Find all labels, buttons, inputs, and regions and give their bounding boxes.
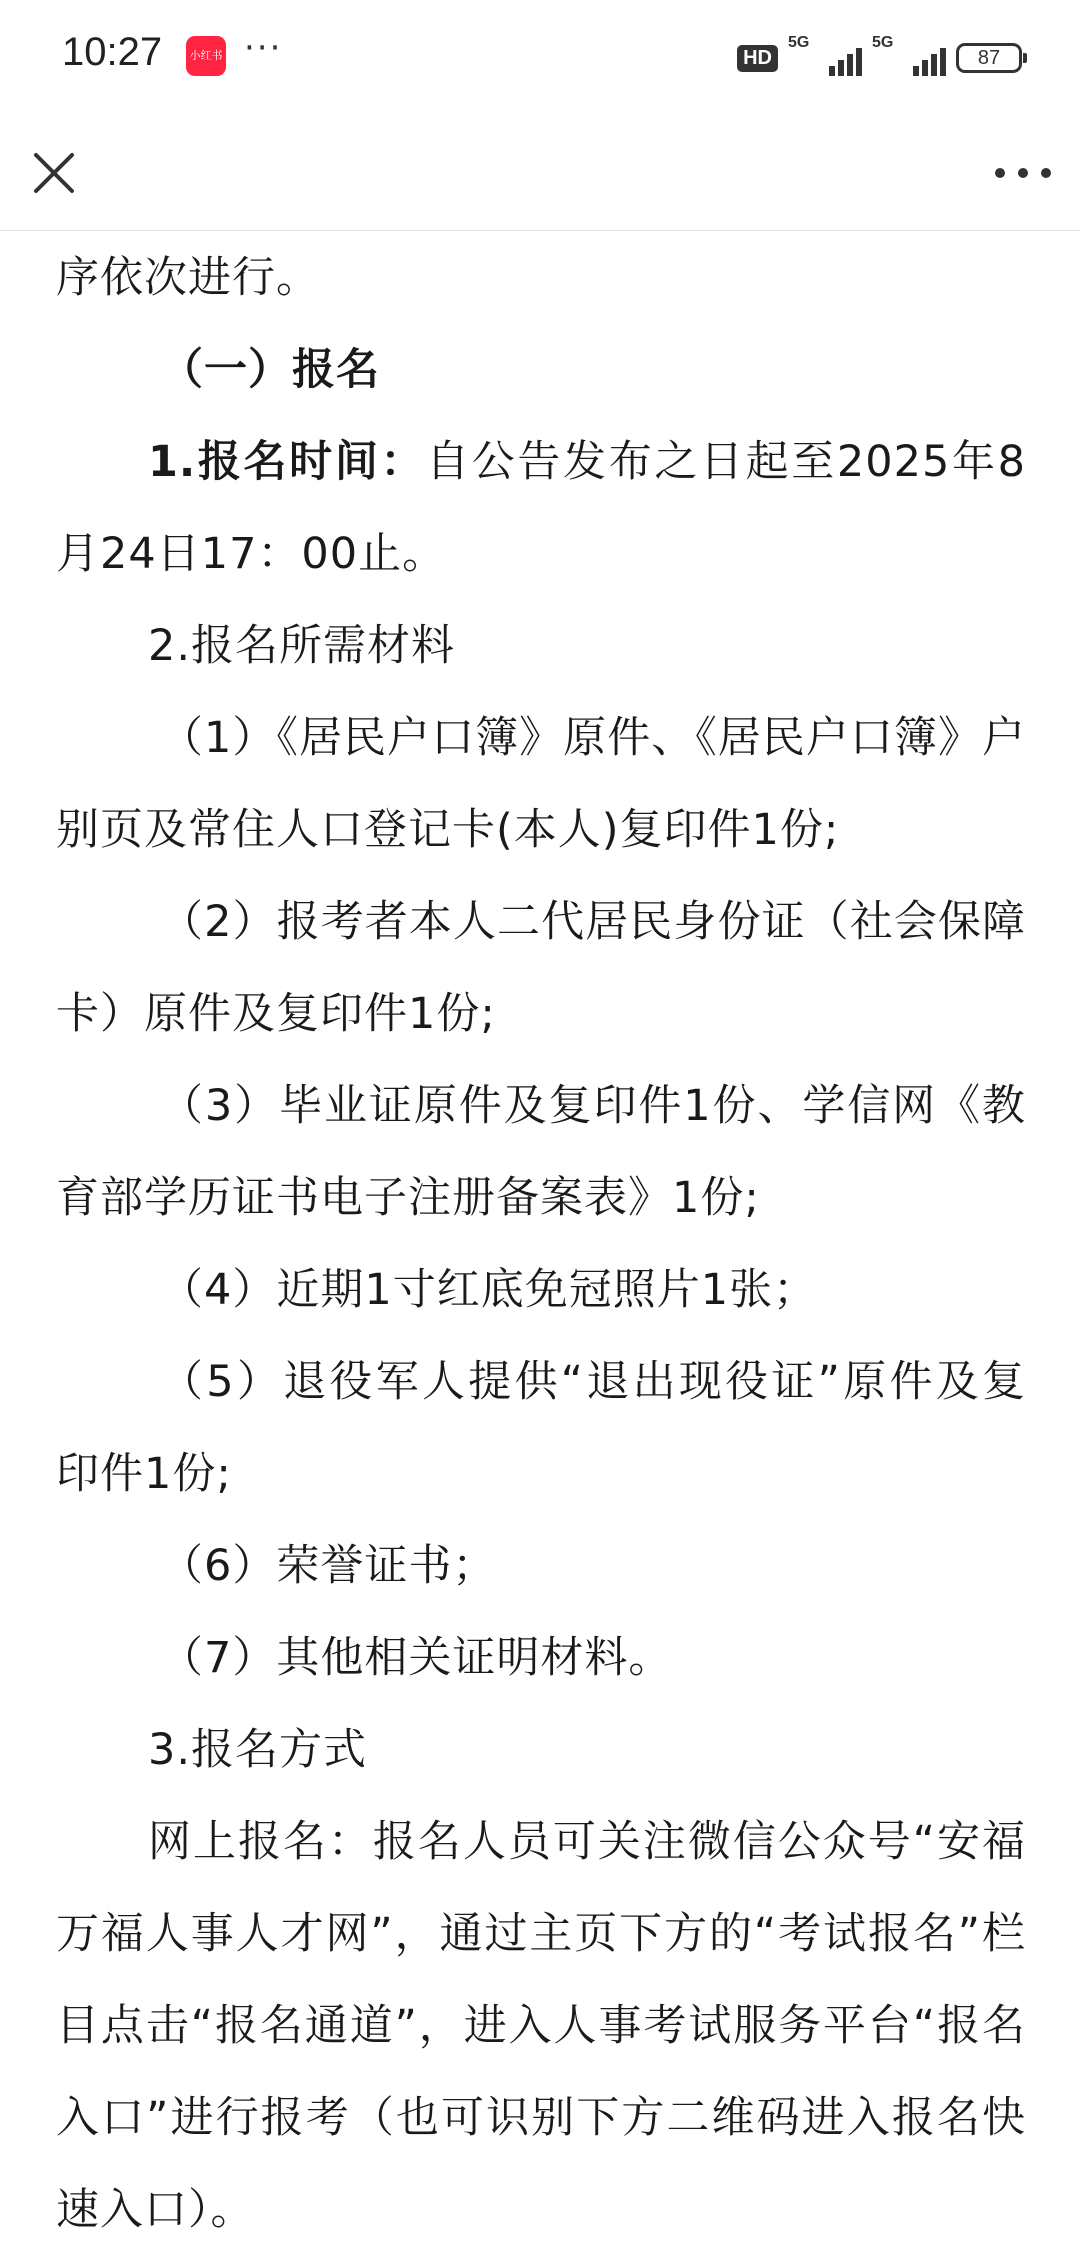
material-item: （3）毕业证原件及复印件1份、学信网《教育部学历证书电子注册备案表》1份; — [56, 1081, 1026, 1223]
materials-heading: 2.报名所需材料 — [148, 621, 456, 671]
registration-time-paragraph — [56, 416, 1026, 600]
notification-dots: ··· — [244, 28, 283, 68]
material-item: （1）《居民户口簿》原件、《居民户口簿》户别页及常住人口登记卡(本人)复印件1份; — [56, 713, 1026, 855]
status-indicators — [737, 36, 1022, 80]
network-type-label: 5G — [872, 34, 894, 51]
section-heading: （一）报名 — [160, 345, 380, 395]
signal-icon-2 — [872, 34, 946, 78]
material-item: （6）荣誉证书； — [160, 1541, 497, 1591]
signal-icon-1 — [788, 34, 862, 78]
more-horizontal-icon — [988, 145, 1058, 201]
article-paragraph: 序依次进行。 — [56, 253, 320, 303]
registration-time-text: 自公告发布之日起至2025年8月24日17：00止。 — [56, 437, 1026, 579]
material-item: （7）其他相关证明材料。 — [160, 1633, 673, 1683]
registration-time-label: 1.报名时间： — [148, 437, 427, 487]
close-icon — [26, 145, 82, 201]
status-time: 10:27 — [62, 30, 163, 74]
status-bar — [0, 0, 1080, 115]
material-item: （4）近期1寸红底免冠照片1张； — [160, 1265, 818, 1315]
nav-bar — [0, 115, 1080, 231]
xiaohongshu-app-icon: 小红书 — [186, 36, 226, 76]
material-item: （5）退役军人提供“退出现役证”原件及复印件1份; — [56, 1357, 1026, 1499]
hd-voice-icon: HD — [737, 45, 778, 72]
article-body — [56, 232, 1026, 2256]
network-type-label: 5G — [788, 34, 810, 51]
online-registration-paragraph: 网上报名：报名人员可关注微信公众号“安福万福人事人才网”，通过主页下方的“考试报名”栏目点击“报名通道”，进入人事考试服务平台“报名入口”进行报考（也可识别下方二维码进入报名快速入口）。 — [56, 1817, 1026, 2235]
battery-icon: 87 — [956, 43, 1022, 73]
more-button[interactable] — [988, 145, 1058, 201]
material-item: （2）报考者本人二代居民身份证（社会保障卡）原件及复印件1份; — [56, 897, 1026, 1039]
close-button[interactable] — [26, 145, 82, 201]
registration-method-heading: 3.报名方式 — [148, 1725, 368, 1775]
